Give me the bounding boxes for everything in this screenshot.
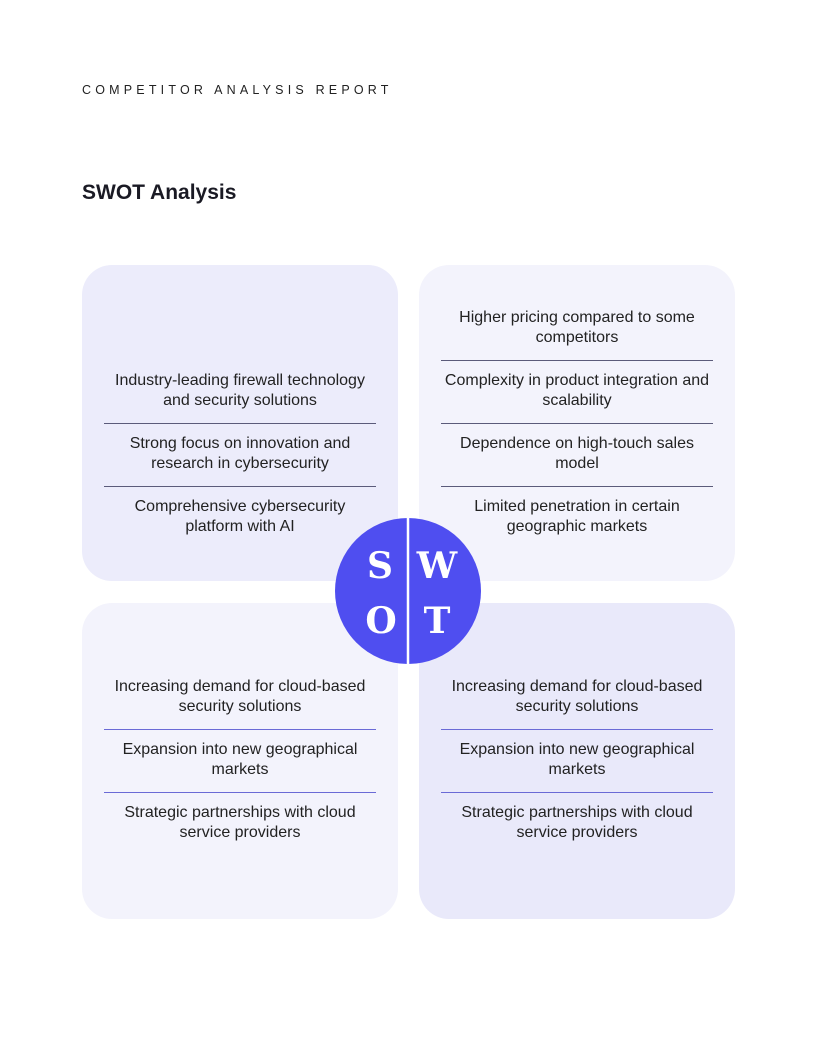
- swot-badge: [335, 518, 481, 664]
- weakness-item: Dependence on high-touch sales model: [441, 424, 713, 487]
- threat-item: Strategic partnerships with cloud service providers: [461, 804, 693, 841]
- weakness-item: Limited penetration in certain geographic markets: [474, 497, 680, 535]
- strength-item: Strong focus on innovation and research in cybersecurity: [104, 424, 376, 487]
- opportunity-item: Expansion into new geographical markets: [104, 730, 376, 793]
- letter-w: W: [416, 545, 458, 587]
- weakness-item: Higher pricing compared to some competitors: [441, 298, 713, 361]
- letter-t: T: [423, 600, 451, 642]
- report-eyebrow: COMPETITOR ANALYSIS REPORT: [82, 83, 393, 97]
- letter-s: S: [367, 545, 393, 587]
- opportunity-item: Strategic partnerships with cloud service providers: [124, 804, 356, 841]
- letter-o: O: [365, 600, 397, 642]
- strength-item: Comprehensive cybersecurity platform with AI: [134, 498, 346, 535]
- strength-item: Industry-leading firewall technology and security solutions: [104, 361, 376, 424]
- threat-item: Expansion into new geographical markets: [441, 730, 713, 793]
- page-title: SWOT Analysis: [82, 181, 237, 204]
- opportunity-item: Increasing demand for cloud-based security solutions: [104, 667, 376, 730]
- threat-item: Increasing demand for cloud-based security solutions: [441, 667, 713, 730]
- weakness-item: Complexity in product integration and scalability: [441, 361, 713, 424]
